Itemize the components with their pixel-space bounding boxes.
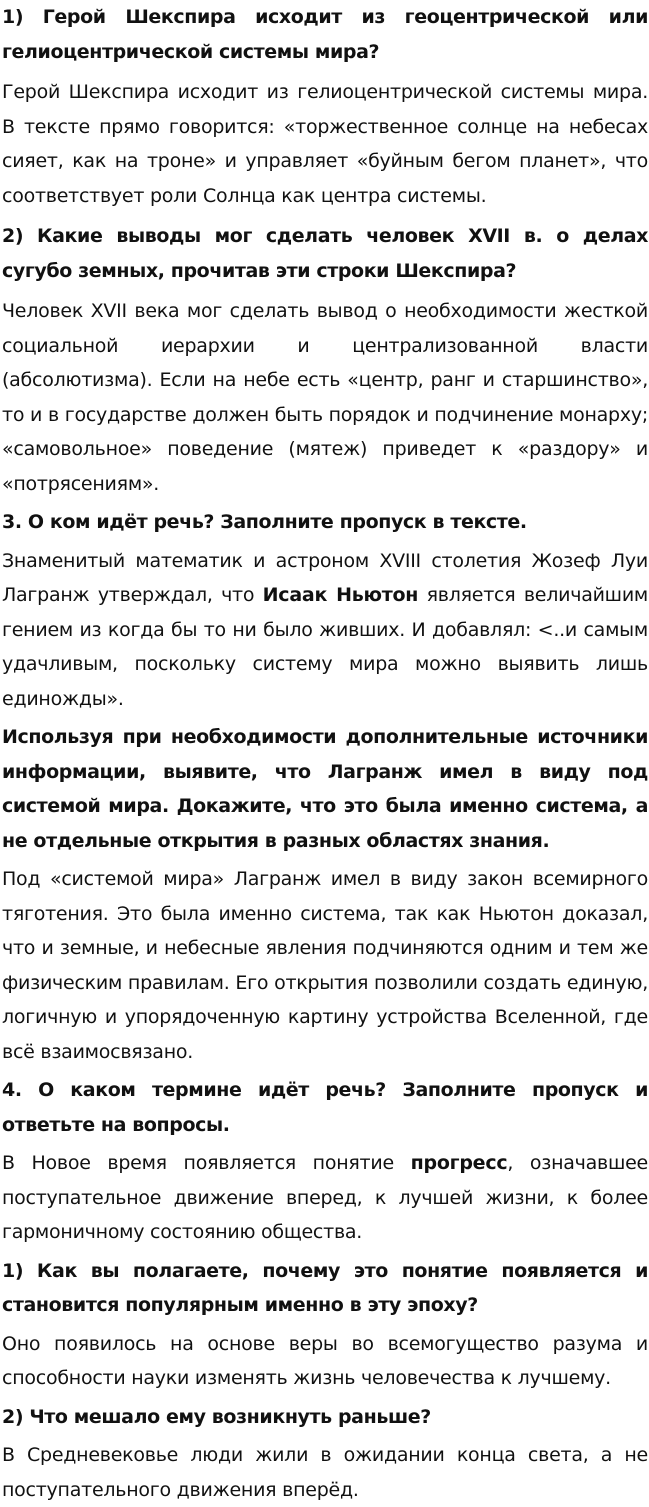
question-2: 2) Какие выводы мог сделать человек XVII в. о делах сугубо земных, прочитав эти строки Шекспира?	[2, 225, 648, 282]
task-3-text	[2, 544, 648, 717]
question-3: Используя при необходимости дополнительные источники информации, выявите, что Лагранж имел в виду под системой мира. Докажите, что это была именно система, а не отдельные открытия в разных областях знания.	[2, 726, 648, 852]
answer-4-2: В Средневековье люди жили в ожидании конца света, а не поступательного движения вперёд.	[2, 1444, 648, 1501]
task-4-text-after: , означавшее поступательное движение вперед, к лучшей жизни, к более гармоничному состоянию общества.	[2, 1152, 648, 1243]
answer-3: Под «системой мира» Лагранж имел в виду закон всемирного тяготения. Это была именно система, так как Ньютон доказал, что и земные, и небесные явления подчиняются одним и тем же физическим правилам. Его открытия позволили создать единую, логичную и упорядоченную картину устройства Вселенной, где всё взаимосвязано.	[2, 868, 648, 1063]
task-4-heading: 4. О каком термине идёт речь? Заполните пропуск и ответьте на вопросы.	[2, 1079, 648, 1136]
question-1: 1) Герой Шекспира исходит из геоцентрической или гелиоцентрической системы мира?	[2, 6, 648, 63]
answer-4-1: Оно появилось на основе веры во всемогущество разума и способности науки изменять жизнь человечества к лучшему.	[2, 1332, 648, 1389]
task-4-text-before: В Новое время появляется понятие	[2, 1152, 411, 1174]
filled-gap-progress: прогресс	[410, 1152, 508, 1174]
question-4-2: 2) Что мешало ему возникнуть раньше?	[2, 1405, 431, 1428]
task-4-text	[2, 1146, 648, 1250]
task-3-heading: 3. О ком идёт речь? Заполните пропуск в тексте.	[2, 511, 527, 533]
answer-1: Герой Шекспира исходит из гелиоцентрической системы мира. В тексте прямо говорится: «торжественное солнце на небесах сияет, как на троне» и управляет «буйным бегом планет», что соответствует роли Солнца как центра системы.	[2, 81, 648, 207]
filled-gap-newton: Исаак Ньютон	[262, 584, 419, 606]
question-4-1: 1) Как вы полагаете, почему это понятие появляется и становится популярным именно в эту эпоху?	[2, 1259, 648, 1316]
task-3-text-after: является величайшим гением из когда бы то ни было живших. И добавлял: <..и самым удачливым, поскольку систему мира можно выявить лишь единожды».	[2, 584, 649, 710]
task-3-text-before: Знаменитый математик и астроном XVIII столетия Жозеф Луи Лагранж утверждал, что	[2, 549, 648, 606]
answer-2: Человек XVII века мог сделать вывод о необходимости жесткой социальной иерархии и централизованной власти (абсолютизма). Если на небе есть «центр, ранг и старшинство», то и в государстве должен быть порядок и подчинение монарху; «самовольное» поведение (мятеж) приведет к «раздору» и «потрясениям».	[2, 300, 648, 495]
